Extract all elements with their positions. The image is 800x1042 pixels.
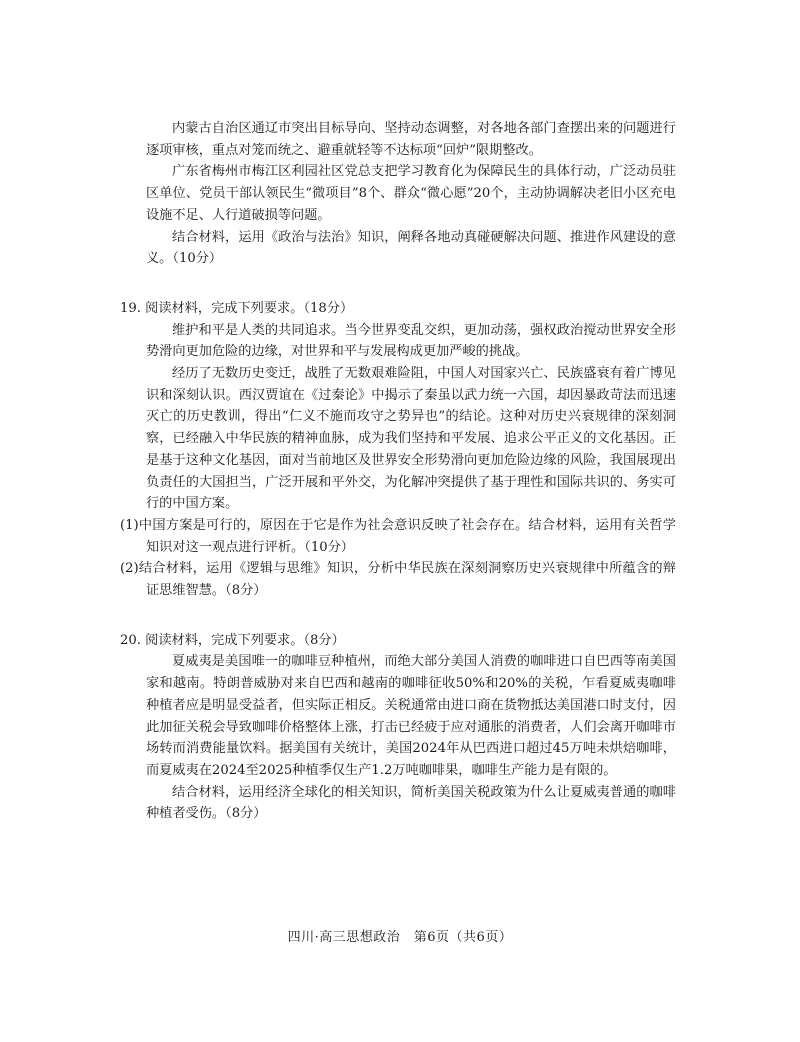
q20-title: 20. 阅读材料，完成下列要求。（8分） <box>120 632 345 648</box>
page-content <box>120 118 676 825</box>
q20-task: 结合材料，运用经济全球化的相关知识，简析美国关税政策为什么让夏威夷普通的咖啡种植者受伤。（8分） <box>146 784 676 822</box>
q19-title: 19. 阅读材料，完成下列要求。（18分） <box>120 300 354 316</box>
q18-paragraph-meizhou: 广东省梅州市梅江区利园社区党总支把学习教育化为保障民生的具体行动，广泛动员驻区单位、党员干部认领民生“微项目”8个、群众“微心愿”20个，主动协调解决老旧小区充电设施不足、人行道破损等问题。 <box>146 164 676 223</box>
q20-paragraph-hawaii: 夏威夷是美国唯一的咖啡豆种植州，而绝大部分美国人消费的咖啡进口自巴西等南美国家和越南。特朗普威胁对来自巴西和越南的咖啡征收50%和20%的关税，乍看夏威夷咖啡种植者应是明显受益者，但实际正相反。关税通常由进口商在货物抵达美国港口时支付，因此加征关税会导致咖啡价格整体上涨，打击已经疲于应对通胀的消费者，人们会离开咖啡市场转而消费能量饮料。据美国有关统计，美国2024年从巴西进口超过45万吨未烘焙咖啡，而夏威夷在2024至2025种植季仅生产1.2万吨咖啡果，咖啡生产能力是有限的。 <box>146 654 676 778</box>
q18-paragraph-tongliao: 内蒙古自治区通辽市突出目标导向、坚持动态调整，对各地各部门查摆出来的问题进行逐项审核，重点对笼而统之、避重就轻等不达标项“回炉”限期整改。 <box>146 121 676 158</box>
q19-paragraph-history: 经历了无数历史变迁，战胜了无数艰难险阻，中国人对国家兴亡、民族盛衰有着广博见识和深刻认识。西汉贾谊在《过秦论》中揭示了秦虽以武力统一六国，却因暴政苛法而迅速灭亡的历史教训，得出“仁义不施而攻守之势异也”的结论。这种对历史兴衰规律的深刻洞察，已经融入中华民族的精神血脉，成为我们坚持和平发展、追求公平正义的文化基因。正是基于这种文化基因，面对当前地区及世界安全形势滑向更加危险边缘的风险，我国展现出负责任的大国担当，广泛开展和平外交，为化解冲突提供了基于理性和国际共识的、务实可行的中国方案。 <box>146 366 676 512</box>
page-footer: 四川·高三思想政治 第6页（共6页） <box>287 930 513 945</box>
q19-subquestion-1: (1)中国方案是可行的，原因在于它是作为社会意识反映了社会存在。结合材料，运用有关哲学知识对这一观点进行评析。（10分） <box>120 517 676 555</box>
q19-paragraph-peace: 维护和平是人类的共同追求。当今世界变乱交织，更加动荡，强权政治搅动世界安全形势滑向更加危险的边缘，对世界和平与发展构成更加严峻的挑战。 <box>146 322 676 360</box>
q19-subquestion-2: (2)结合材料，运用《逻辑与思维》知识，分析中华民族在深刻洞察历史兴衰规律中所蕴含的辩证思维智慧。（8分） <box>120 561 676 599</box>
q18-task: 结合材料，运用《政治与法治》知识，阐释各地动真碰硬解决问题、推进作风建设的意义。（10分） <box>146 229 676 267</box>
